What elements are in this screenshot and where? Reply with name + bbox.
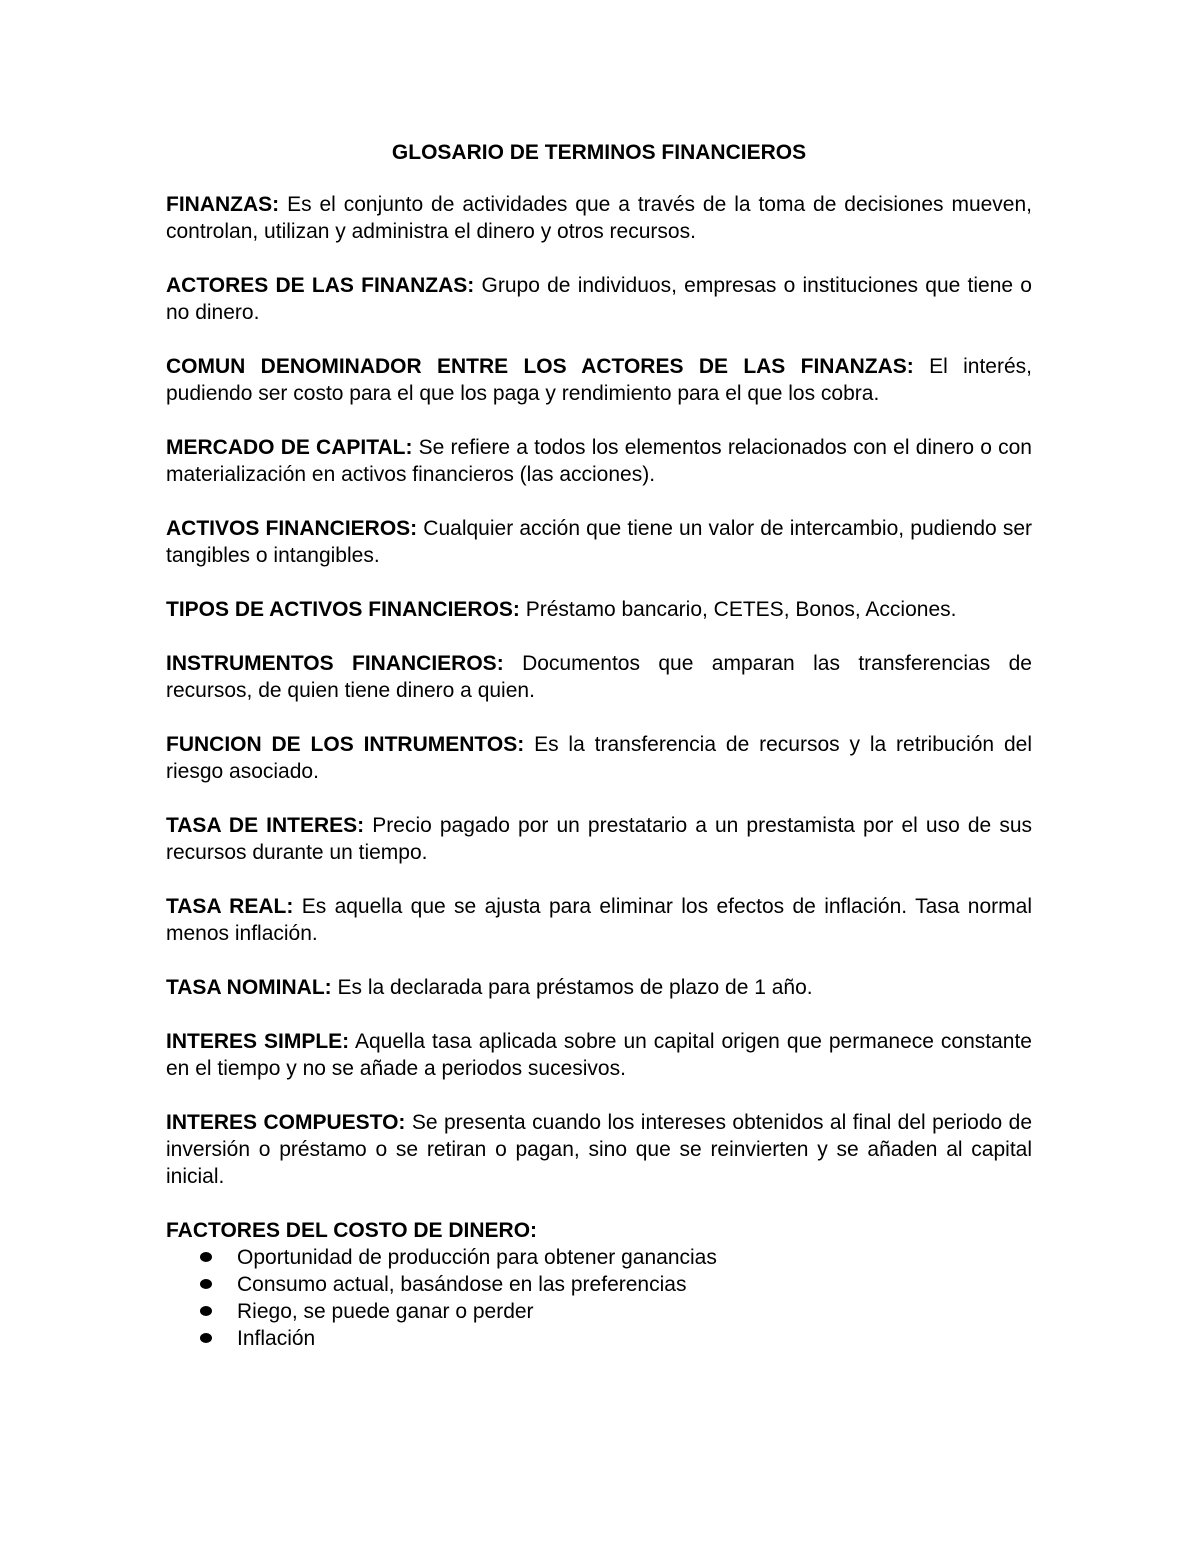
glossary-definition: Es aquella que se ajusta para eliminar los efectos de inflación. Tasa normal menos inflación. bbox=[166, 895, 1032, 945]
glossary-entry-tasa-interes bbox=[166, 812, 1032, 866]
glossary-term: INTERES SIMPLE: bbox=[166, 1030, 350, 1053]
list-item-text: Oportunidad de producción para obtener ganancias bbox=[237, 1246, 717, 1269]
glossary-entry-instrumentos bbox=[166, 650, 1032, 704]
glossary-definition: Documentos que amparan las transferencias de recursos, de quien tiene dinero a quien. bbox=[166, 652, 1032, 702]
glossary-entry-interes-simple bbox=[166, 1028, 1032, 1082]
glossary-entry-comun-denominador bbox=[166, 353, 1032, 407]
glossary-term: MERCADO DE CAPITAL: bbox=[166, 436, 413, 459]
glossary-term: TASA REAL: bbox=[166, 895, 294, 918]
bullet-icon bbox=[200, 1252, 212, 1262]
glossary-term: FUNCION DE LOS INTRUMENTOS: bbox=[166, 733, 525, 756]
glossary-entry-finanzas bbox=[166, 191, 1032, 245]
glossary-definition: Préstamo bancario, CETES, Bonos, Acciones. bbox=[519, 598, 957, 621]
list-item bbox=[200, 1244, 1032, 1271]
glossary-entry-activos-financieros bbox=[166, 515, 1032, 569]
bullet-icon bbox=[200, 1306, 212, 1316]
glossary-definition: Cualquier acción que tiene un valor de intercambio, pudiendo ser tangibles o intangibles. bbox=[166, 517, 1032, 567]
factors-list bbox=[166, 1244, 1032, 1352]
list-item bbox=[200, 1298, 1032, 1325]
glossary-definition: Se presenta cuando los intereses obtenidos al final del periodo de inversión o préstamo o se retiran o pagan, sino que se reinvierten y se añaden al capital inicial. bbox=[166, 1111, 1033, 1188]
list-item-text: Inflación bbox=[237, 1327, 316, 1350]
glossary-term: FINANZAS: bbox=[166, 193, 280, 216]
bullet-icon bbox=[200, 1333, 212, 1343]
glossary-definition: Es el conjunto de actividades que a través de la toma de decisiones mueven, controlan, utilizan y administra el dinero y otros recursos. bbox=[166, 193, 1032, 243]
list-item bbox=[200, 1271, 1032, 1298]
document-page bbox=[166, 139, 1032, 1352]
glossary-term: INTERES COMPUESTO: bbox=[166, 1111, 406, 1134]
glossary-definition: Se refiere a todos los elementos relacionados con el dinero o con materialización en activos financieros (las acciones). bbox=[166, 436, 1032, 486]
glossary-term: TASA DE INTERES: bbox=[166, 814, 365, 837]
glossary-entry-tasa-nominal bbox=[166, 974, 1032, 1001]
glossary-definition: El interés, pudiendo ser costo para el que los paga y rendimiento para el que los cobra. bbox=[166, 355, 1032, 405]
glossary-entry-actores bbox=[166, 272, 1032, 326]
glossary-definition: Es la transferencia de recursos y la retribución del riesgo asociado. bbox=[166, 733, 1032, 783]
glossary-definition: Es la declarada para préstamos de plazo de 1 año. bbox=[331, 976, 813, 999]
glossary-term: TIPOS DE ACTIVOS FINANCIEROS: bbox=[166, 598, 520, 621]
list-item-text: Riego, se puede ganar o perder bbox=[237, 1300, 534, 1323]
glossary-entry-interes-compuesto bbox=[166, 1109, 1032, 1190]
glossary-term: TASA NOMINAL: bbox=[166, 976, 332, 999]
glossary-definition: Grupo de individuos, empresas o instituciones que tiene o no dinero. bbox=[166, 274, 1032, 324]
list-item bbox=[200, 1325, 1032, 1352]
glossary-term: INSTRUMENTOS FINANCIEROS: bbox=[166, 652, 504, 675]
glossary-entry-tipos-activos bbox=[166, 596, 1032, 623]
glossary-definition: Precio pagado por un prestatario a un prestamista por el uso de sus recursos durante un tiempo. bbox=[166, 814, 1032, 864]
bullet-icon bbox=[200, 1279, 212, 1289]
glossary-entry-funcion-instrumentos bbox=[166, 731, 1032, 785]
glossary-term: ACTIVOS FINANCIEROS: bbox=[166, 517, 418, 540]
glossary-entry-tasa-real bbox=[166, 893, 1032, 947]
glossary-term: ACTORES DE LAS FINANZAS: bbox=[166, 274, 475, 297]
list-item-text: Consumo actual, basándose en las preferencias bbox=[237, 1273, 687, 1296]
glossary-definition: Aquella tasa aplicada sobre un capital origen que permanece constante en el tiempo y no se añade a periodos sucesivos. bbox=[166, 1030, 1032, 1080]
factors-heading: FACTORES DEL COSTO DE DINERO: bbox=[166, 1219, 538, 1242]
glossary-term: COMUN DENOMINADOR ENTRE LOS ACTORES DE LAS FINANZAS: bbox=[166, 355, 914, 378]
glossary-entry-mercado-capital bbox=[166, 434, 1032, 488]
document-title: GLOSARIO DE TERMINOS FINANCIEROS bbox=[391, 141, 807, 164]
